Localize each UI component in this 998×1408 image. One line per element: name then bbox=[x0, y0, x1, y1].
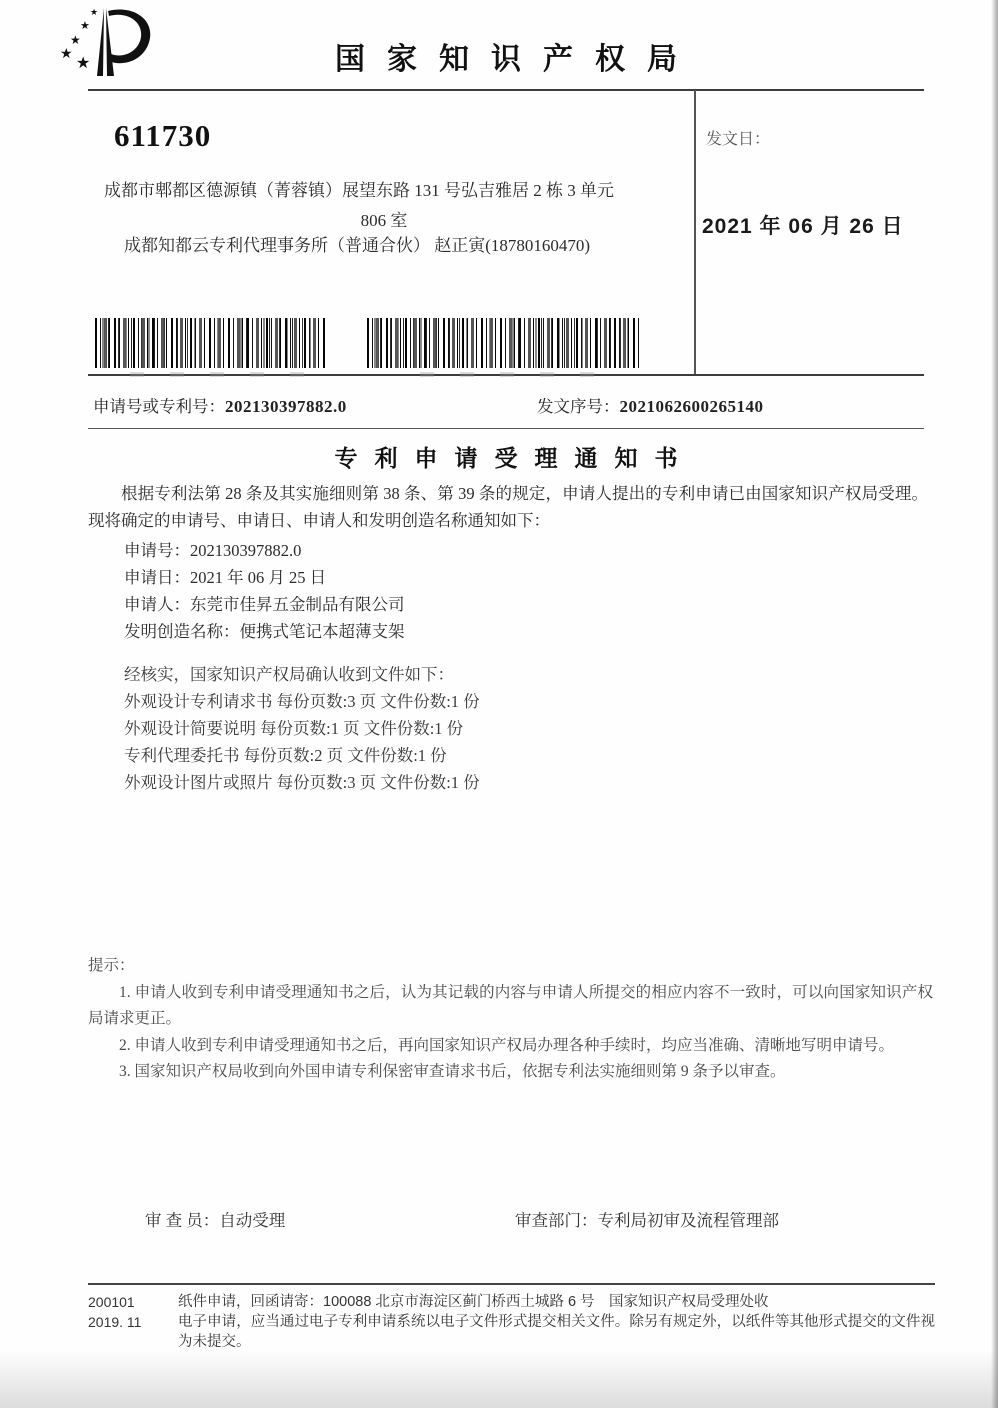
header-rule bbox=[88, 89, 924, 91]
barcode bbox=[367, 318, 640, 368]
footer-line2: 电子申请，应当通过电子专利申请系统以电子文件形式提交相关文件。除另有规定外，以纸件等其他形式提交的文件视为未提交。 bbox=[178, 1314, 935, 1350]
tip-item: 3. 国家知识产权局收到向外国申请专利保密审查请求书后，依据专利法实施细则第 9 条予以审查。 bbox=[119, 1063, 786, 1080]
form-code: 200101 bbox=[88, 1294, 135, 1310]
tip-item: 2. 申请人收到专利申请受理通知书之后，再向国家知识产权局办理各种手续时，均应当准确、清晰地写明申请号。 bbox=[119, 1036, 895, 1054]
notice-intro-paragraph: 根据专利法第 28 条及其实施细则第 38 条、第 39 条的规定，申请人提出的专利申请已由国家知识产权局受理。现将确定的申请号、申请日、申请人和发明创造名称通知如下： bbox=[88, 484, 928, 530]
received-file-row: 外观设计专利请求书 每份页数:3 页 文件份数:1 份 bbox=[124, 692, 480, 711]
reference-row bbox=[0, 393, 998, 417]
field-value: 东莞市佳昇五金制品有限公司 bbox=[190, 595, 405, 614]
tips-section bbox=[88, 953, 933, 1086]
tips-heading: 提示： bbox=[88, 957, 135, 974]
star-icon: ★ bbox=[76, 55, 91, 72]
examiner-value: 自动受理 bbox=[219, 1211, 286, 1230]
department-value: 专利局初审及流程管理部 bbox=[597, 1211, 779, 1230]
examiner-field bbox=[145, 1207, 285, 1231]
reference-rule bbox=[88, 428, 924, 429]
recipient-agency-line: 成都知都云专利代理事务所（普通合伙） 赵正寅(18780160470) bbox=[124, 236, 591, 255]
barcode-caption bbox=[420, 372, 610, 377]
field-row bbox=[124, 537, 405, 564]
received-file-row: 专利代理委托书 每份页数:2 页 文件份数:1 份 bbox=[124, 746, 447, 765]
field-row bbox=[124, 591, 405, 618]
field-row bbox=[124, 564, 405, 591]
application-number-value: 202130397882.0 bbox=[225, 397, 347, 416]
barcode bbox=[95, 318, 325, 368]
form-code-block bbox=[88, 1292, 141, 1332]
agency-title: 国家知识产权局 bbox=[335, 43, 699, 76]
application-number-field bbox=[93, 393, 347, 417]
barcode-caption bbox=[130, 372, 310, 377]
application-number-label: 申请号或专利号： bbox=[93, 397, 225, 416]
field-label: 申请号： bbox=[124, 541, 190, 560]
field-row bbox=[124, 618, 405, 645]
star-icon: ★ bbox=[90, 7, 99, 17]
recipient-address-line1: 成都市郫都区德源镇（菁蓉镇）展望东路 131 号弘吉雅居 2 栋 3 单元 bbox=[104, 181, 614, 200]
issue-date-value: 2021 年 06 月 26 日 bbox=[702, 215, 904, 238]
footer-instructions bbox=[178, 1292, 935, 1352]
field-value: 便携式笔记本超薄支架 bbox=[239, 622, 405, 641]
field-value: 2021 年 06 月 25 日 bbox=[190, 568, 327, 587]
department-field bbox=[515, 1207, 779, 1231]
received-intro: 经核实，国家知识产权局确认收到文件如下： bbox=[124, 665, 454, 684]
footer-rule bbox=[88, 1283, 935, 1285]
recipient-address-line2: 806 室 bbox=[360, 211, 408, 230]
issue-date-label: 发文日： bbox=[706, 131, 771, 148]
star-icon: ★ bbox=[70, 33, 81, 47]
received-files-block bbox=[124, 661, 480, 796]
doc-code: 611730 bbox=[114, 118, 212, 153]
scan-edge-shadow bbox=[991, 0, 998, 1408]
field-value: 202130397882.0 bbox=[190, 541, 302, 560]
application-fields bbox=[124, 537, 405, 645]
star-icon: ★ bbox=[60, 47, 73, 62]
received-file-row: 外观设计图片或照片 每份页数:3 页 文件份数:1 份 bbox=[124, 773, 480, 792]
field-label: 申请日： bbox=[124, 568, 190, 587]
examiner-label: 审 查 员： bbox=[145, 1211, 220, 1230]
serial-number-field bbox=[537, 393, 764, 417]
footer-line1: 纸件申请，回函请寄：100088 北京市海淀区蓟门桥西土城路 6 号 国家知识产权局受理处收 bbox=[178, 1294, 769, 1310]
serial-number-label: 发文序号： bbox=[537, 397, 620, 416]
tip-item: 1. 申请人收到专利申请受理通知书之后，认为其记载的内容与申请人所提交的相应内容不一致时，可以向国家知识产权局请求更正。 bbox=[88, 983, 933, 1027]
serial-number-value: 2021062600265140 bbox=[619, 397, 764, 416]
field-label: 发明创造名称： bbox=[124, 622, 240, 641]
field-label: 申请人： bbox=[124, 595, 190, 614]
star-icon: ★ bbox=[80, 20, 90, 32]
notice-title: 专利申请受理通知书 bbox=[334, 446, 695, 471]
received-file-row: 外观设计简要说明 每份页数:1 页 文件份数:1 份 bbox=[124, 719, 464, 738]
department-label: 审查部门： bbox=[515, 1211, 598, 1230]
scan-bottom-shadow bbox=[0, 1350, 998, 1408]
form-date: 2019. 11 bbox=[88, 1314, 142, 1330]
